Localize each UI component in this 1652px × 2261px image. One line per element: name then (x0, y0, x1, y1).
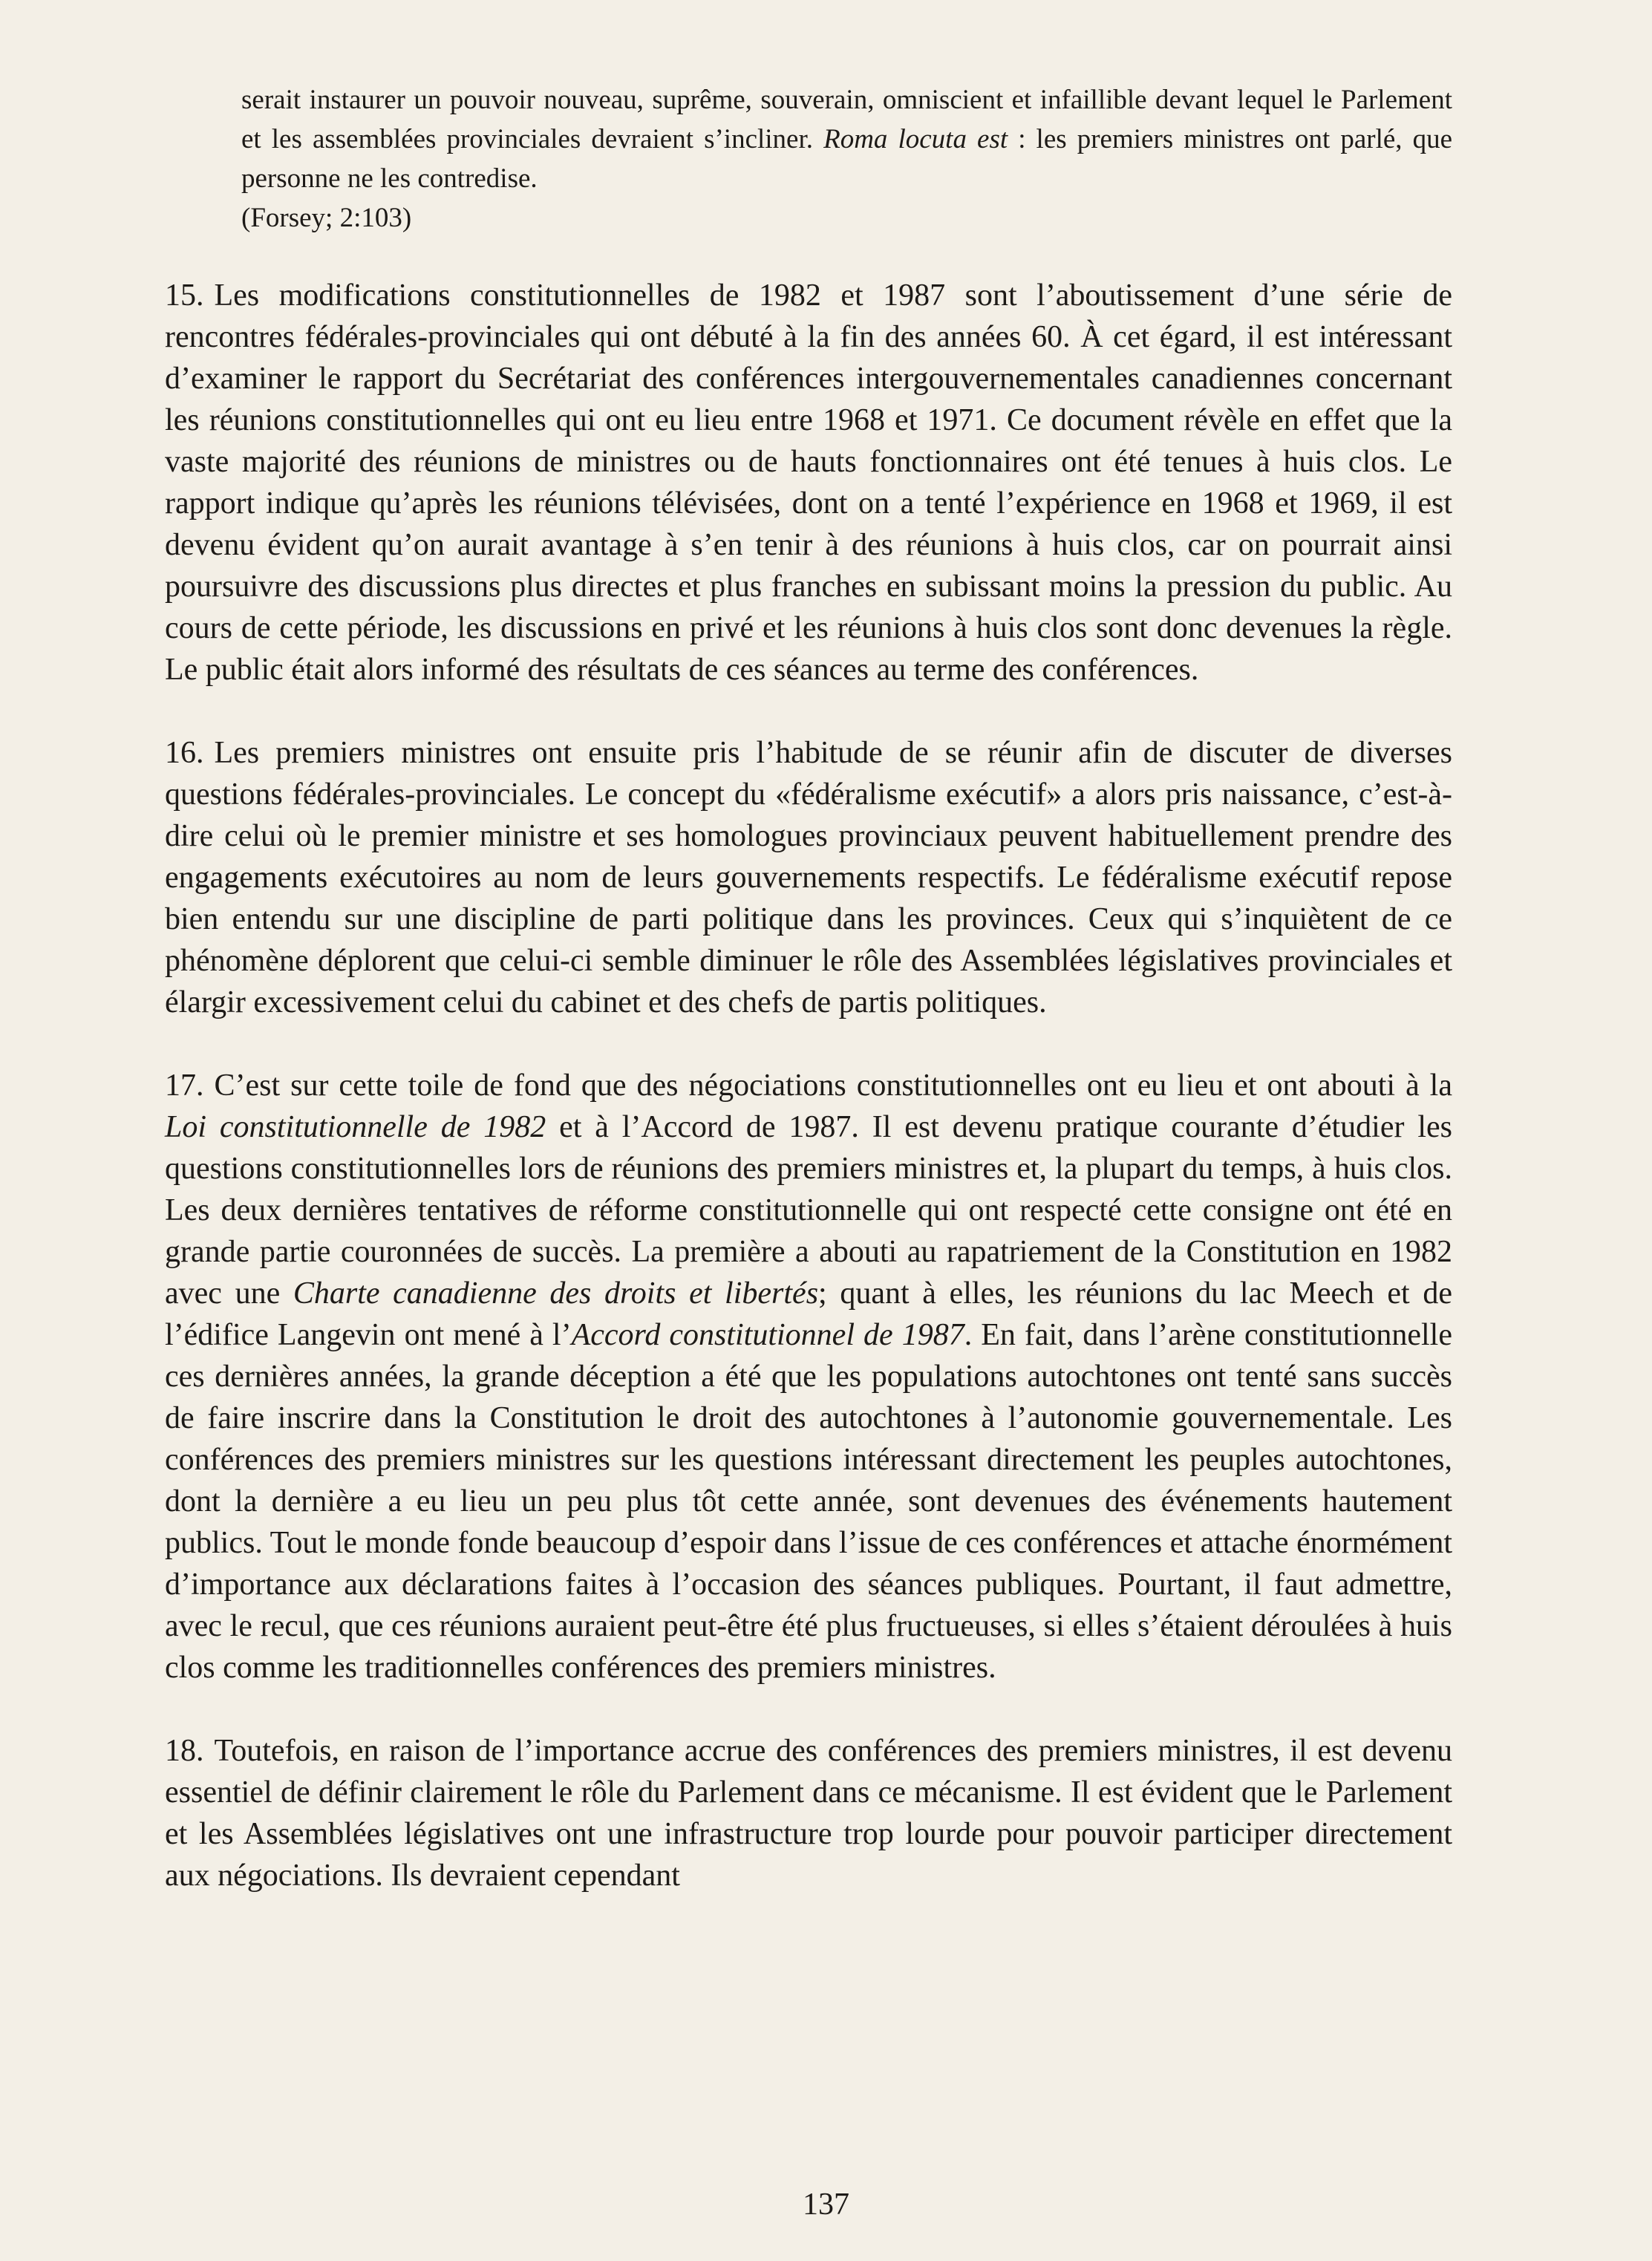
paragraph-number: 17. (165, 1068, 204, 1103)
paragraph-17 (165, 1065, 1452, 1689)
italic-title-accord-1987: Accord constitutionnel de 1987 (571, 1318, 964, 1352)
paragraph-text: ; quant à elles, les réunions du lac Meech et de l’édifice Langevin ont mené à l’ (165, 1276, 1452, 1352)
paragraph-number: 15. (165, 278, 204, 313)
quote-text (241, 80, 1452, 198)
quote-latin-phrase: Roma locuta est (823, 124, 1008, 154)
paragraph-text: Toutefois, en raison de l’importance accrue des conférences des premiers ministres, il est devenu essentiel de définir clairement le rôle du Parlement dans ce mécanisme. Il est évident que le Parlement et les Assemblées législatives ont une infrastructure trop lourde pour pouvoir participer directement aux négociations. Ils devraient cependant (165, 1734, 1452, 1893)
page-number: 137 (803, 2187, 849, 2222)
paragraph-16 (165, 732, 1452, 1023)
paragraph-text: Les premiers ministres ont ensuite pris l’habitude de se réunir afin de discuter de diverses questions fédérales-provinciales. Le concept du «fédéralisme exécutif» a alors pris naissance, c’est-à-dire celui où le premier ministre et ses homologues provinciaux peuvent habituellement prendre des engagements exécutoires au nom de leurs gouvernements respectifs. Le fédéralisme exécutif repose bien entendu sur une discipline de parti politique dans les provinces. Ceux qui s’inquiètent de ce phénomène déplorent que celui-ci semble diminuer le rôle des Assemblées législatives provinciales et élargir excessivement celui du cabinet et des chefs de partis politiques. (165, 736, 1452, 1019)
paragraph-text: . En fait, dans l’arène constitutionnelle ces dernières années, la grande déception a été que les populations autochtones ont tenté sans succès de faire inscrire dans la Constitution le droit des autochtones à l’autonomie gouvernementale. Les conférences des premiers ministres sur les questions intéressant directement les peuples autochtones, dont la dernière a eu lieu un peu plus tôt cette année, sont devenues des événements hautement publics. Tout le monde fonde beaucoup d’espoir dans l’issue de ces conférences et attache énormément d’importance aux déclarations faites à l’occasion des séances publiques. Pourtant, il faut admettre, avec le recul, que ces réunions auraient peut-être été plus fructueuses, si elles s’étaient déroulées à huis clos comme les traditionnelles conférences des premiers ministres. (165, 1318, 1452, 1685)
quote-line-1: serait instaurer un pouvoir nouveau, suprême, souverain, omniscient et infaillible devant lequel le Parlement et les assemblées provinciales devraient s’incliner. (241, 85, 1452, 154)
paragraph-18 (165, 1730, 1452, 1896)
quote-line-2: : les premiers ministres ont parlé, que personne ne les contredise. (241, 124, 1453, 194)
paragraph-number: 16. (165, 736, 204, 770)
paragraph-15 (165, 275, 1452, 691)
italic-title-loi-1982: Loi constitutionnelle de 1982 (165, 1110, 546, 1144)
italic-title-charte: Charte canadienne des droits et libertés (293, 1276, 819, 1311)
document-page (165, 80, 1452, 1896)
paragraph-text: C’est sur cette toile de fond que des négociations constitutionnelles ont eu lieu et ont abouti à la (214, 1068, 1452, 1103)
paragraph-text: et à l’Accord de 1987. Il est devenu pratique courante d’étudier les questions constitutionnelles lors de réunions des premiers ministres et, la plupart du temps, à huis clos. Les deux dernières tentatives de réforme constitutionnelle qui ont respecté cette consigne ont été en grande partie couronnées de succès. La première a abouti au rapatriement de la Constitution en 1982 avec une (165, 1110, 1452, 1311)
block-quote (241, 80, 1452, 238)
paragraph-text: Les modifications constitutionnelles de 1982 et 1987 sont l’aboutissement d’une série de rencontres fédérales-provinciales qui ont débuté à la fin des années 60. À cet égard, il est intéressant d’examiner le rapport du Secrétariat des conférences intergouvernementales canadiennes concernant les réunions constitutionnelles qui ont eu lieu entre 1968 et 1971. Ce document révèle en effet que la vaste majorité des réunions de ministres ou de hauts fonctionnaires ont été tenues à huis clos. Le rapport indique qu’après les réunions télévisées, dont on a tenté l’expérience en 1968 et 1969, il est devenu évident qu’on aurait avantage à s’en tenir à des réunions à huis clos, car on pourrait ainsi poursuivre des discussions plus directes et plus franches en subissant moins la pression du public. Au cours de cette période, les discussions en privé et les réunions à huis clos sont donc devenues la règle. Le public était alors informé des résultats de ces séances au terme des conférences. (165, 278, 1452, 687)
paragraph-number: 18. (165, 1734, 204, 1768)
quote-citation: (Forsey; 2:103) (241, 203, 412, 233)
